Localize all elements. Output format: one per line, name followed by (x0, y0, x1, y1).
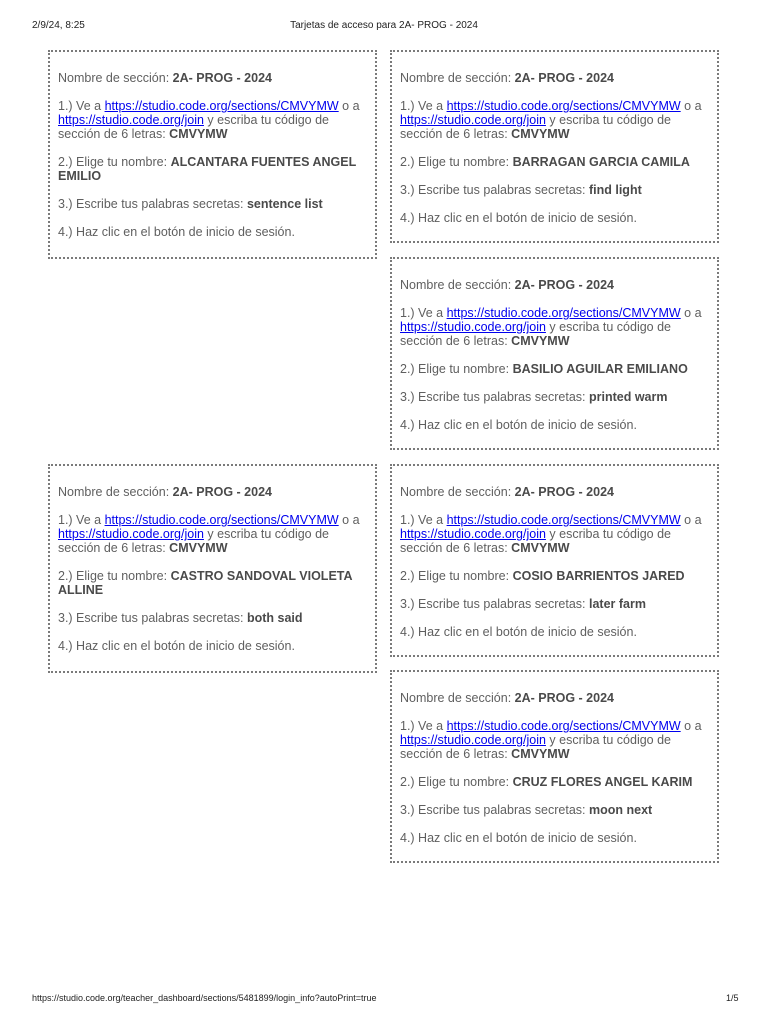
section-name: 2A- PROG - 2024 (172, 485, 272, 499)
step1-or: o a (338, 513, 360, 527)
student-name: COSIO BARRIENTOS JARED (512, 569, 685, 583)
step-4: 4.) Haz clic en el botón de inicio de sesión. (400, 418, 637, 432)
print-datetime: 2/9/24, 8:25 (32, 20, 85, 31)
step1-or: o a (680, 306, 702, 320)
section-link[interactable]: https://studio.code.org/sections/CMVYMW (446, 99, 681, 113)
step-1 (58, 99, 367, 141)
step1-or: o a (680, 99, 702, 113)
step-2 (58, 155, 367, 183)
step1-or: o a (680, 513, 702, 527)
document-title: Tarjetas de acceso para 2A- PROG - 2024 (290, 20, 478, 31)
step3-label: 3.) Escribe tus palabras secretas: (400, 803, 589, 817)
step-4: 4.) Haz clic en el botón de inicio de sesión. (400, 625, 637, 639)
step1-suffix: y escriba tu código de sección de 6 letras: (400, 733, 672, 761)
step-3 (400, 390, 709, 404)
secret-words: find light (588, 183, 642, 197)
step1-prefix: 1.) Ve a (400, 306, 447, 320)
join-link[interactable]: https://studio.code.org/join (58, 113, 204, 127)
section-label: Nombre de sección: (400, 278, 515, 292)
step-1 (400, 719, 709, 761)
step-3 (400, 183, 709, 197)
student-name: CASTRO SANDOVAL VIOLETA ALLINE (58, 569, 353, 597)
section-line (400, 691, 709, 705)
step3-label: 3.) Escribe tus palabras secretas: (400, 183, 589, 197)
section-code: CMVYMW (511, 747, 570, 761)
section-link[interactable]: https://studio.code.org/sections/CMVYMW (104, 513, 339, 527)
step2-label: 2.) Elige tu nombre: (400, 569, 513, 583)
secret-words: moon next (588, 803, 653, 817)
section-label: Nombre de sección: (58, 71, 173, 85)
step3-label: 3.) Escribe tus palabras secretas: (58, 197, 247, 211)
step-2 (400, 362, 709, 376)
section-link[interactable]: https://studio.code.org/sections/CMVYMW (446, 306, 681, 320)
section-name: 2A- PROG - 2024 (514, 691, 614, 705)
student-name: ALCANTARA FUENTES ANGEL EMILIO (58, 155, 356, 183)
secret-words: later farm (588, 597, 646, 611)
section-line (58, 485, 367, 499)
step1-suffix: y escriba tu código de sección de 6 letras: (400, 113, 672, 141)
step2-label: 2.) Elige tu nombre: (58, 155, 171, 169)
step1-or: o a (338, 99, 360, 113)
section-name: 2A- PROG - 2024 (514, 278, 614, 292)
step1-suffix: y escriba tu código de sección de 6 letras: (400, 320, 672, 348)
step-1 (400, 99, 709, 141)
login-card (48, 50, 377, 259)
login-card (48, 464, 377, 673)
student-name: CRUZ FLORES ANGEL KARIM (512, 775, 693, 789)
secret-words: both said (246, 611, 303, 625)
section-label: Nombre de sección: (58, 485, 173, 499)
login-card (390, 50, 719, 243)
section-name: 2A- PROG - 2024 (514, 71, 614, 85)
step1-suffix: y escriba tu código de sección de 6 letras: (400, 527, 672, 555)
step-2 (58, 569, 367, 597)
footer-url: https://studio.code.org/teacher_dashboard/sections/5481899/login_info?autoPrint=true (32, 993, 377, 1003)
section-link[interactable]: https://studio.code.org/sections/CMVYMW (446, 513, 681, 527)
student-name: BASILIO AGUILAR EMILIANO (512, 362, 688, 376)
section-link[interactable]: https://studio.code.org/sections/CMVYMW (446, 719, 681, 733)
step1-prefix: 1.) Ve a (400, 719, 447, 733)
section-name: 2A- PROG - 2024 (514, 485, 614, 499)
section-line (58, 71, 367, 85)
join-link[interactable]: https://studio.code.org/join (400, 527, 546, 541)
section-label: Nombre de sección: (400, 691, 515, 705)
join-link[interactable]: https://studio.code.org/join (400, 733, 546, 747)
step-3 (58, 197, 367, 211)
join-link[interactable]: https://studio.code.org/join (400, 113, 546, 127)
step-4: 4.) Haz clic en el botón de inicio de sesión. (400, 831, 637, 845)
step-3 (58, 611, 367, 625)
step-2 (400, 569, 709, 583)
step1-prefix: 1.) Ve a (400, 513, 447, 527)
login-card (390, 670, 719, 863)
step-1 (58, 513, 367, 555)
step2-label: 2.) Elige tu nombre: (58, 569, 171, 583)
step-4: 4.) Haz clic en el botón de inicio de sesión. (400, 211, 637, 225)
step1-prefix: 1.) Ve a (58, 513, 105, 527)
student-name: BARRAGAN GARCIA CAMILA (512, 155, 690, 169)
step1-suffix: y escriba tu código de sección de 6 letras: (58, 527, 330, 555)
login-card (390, 257, 719, 450)
step1-prefix: 1.) Ve a (58, 99, 105, 113)
step1-suffix: y escriba tu código de sección de 6 letras: (58, 113, 330, 141)
join-link[interactable]: https://studio.code.org/join (58, 527, 204, 541)
section-line (400, 278, 709, 292)
step1-or: o a (680, 719, 702, 733)
step3-label: 3.) Escribe tus palabras secretas: (58, 611, 247, 625)
step-1 (400, 306, 709, 348)
section-code: CMVYMW (169, 127, 228, 141)
step-1 (400, 513, 709, 555)
section-code: CMVYMW (169, 541, 228, 555)
section-code: CMVYMW (511, 127, 570, 141)
step-2 (400, 775, 709, 789)
join-link[interactable]: https://studio.code.org/join (400, 320, 546, 334)
step-3 (400, 597, 709, 611)
step3-label: 3.) Escribe tus palabras secretas: (400, 597, 589, 611)
section-label: Nombre de sección: (400, 71, 515, 85)
section-label: Nombre de sección: (400, 485, 515, 499)
step-2 (400, 155, 709, 169)
section-line (400, 71, 709, 85)
step-3 (400, 803, 709, 817)
section-link[interactable]: https://studio.code.org/sections/CMVYMW (104, 99, 339, 113)
step-4: 4.) Haz clic en el botón de inicio de sesión. (58, 639, 295, 653)
step2-label: 2.) Elige tu nombre: (400, 155, 513, 169)
section-name: 2A- PROG - 2024 (172, 71, 272, 85)
step-4: 4.) Haz clic en el botón de inicio de sesión. (58, 225, 295, 239)
step2-label: 2.) Elige tu nombre: (400, 362, 513, 376)
section-code: CMVYMW (511, 541, 570, 555)
step2-label: 2.) Elige tu nombre: (400, 775, 513, 789)
step1-prefix: 1.) Ve a (400, 99, 447, 113)
section-code: CMVYMW (511, 334, 570, 348)
login-card (390, 464, 719, 657)
step3-label: 3.) Escribe tus palabras secretas: (400, 390, 589, 404)
page-number: 1/5 (726, 993, 739, 1003)
secret-words: printed warm (588, 390, 668, 404)
secret-words: sentence list (246, 197, 323, 211)
section-line (400, 485, 709, 499)
